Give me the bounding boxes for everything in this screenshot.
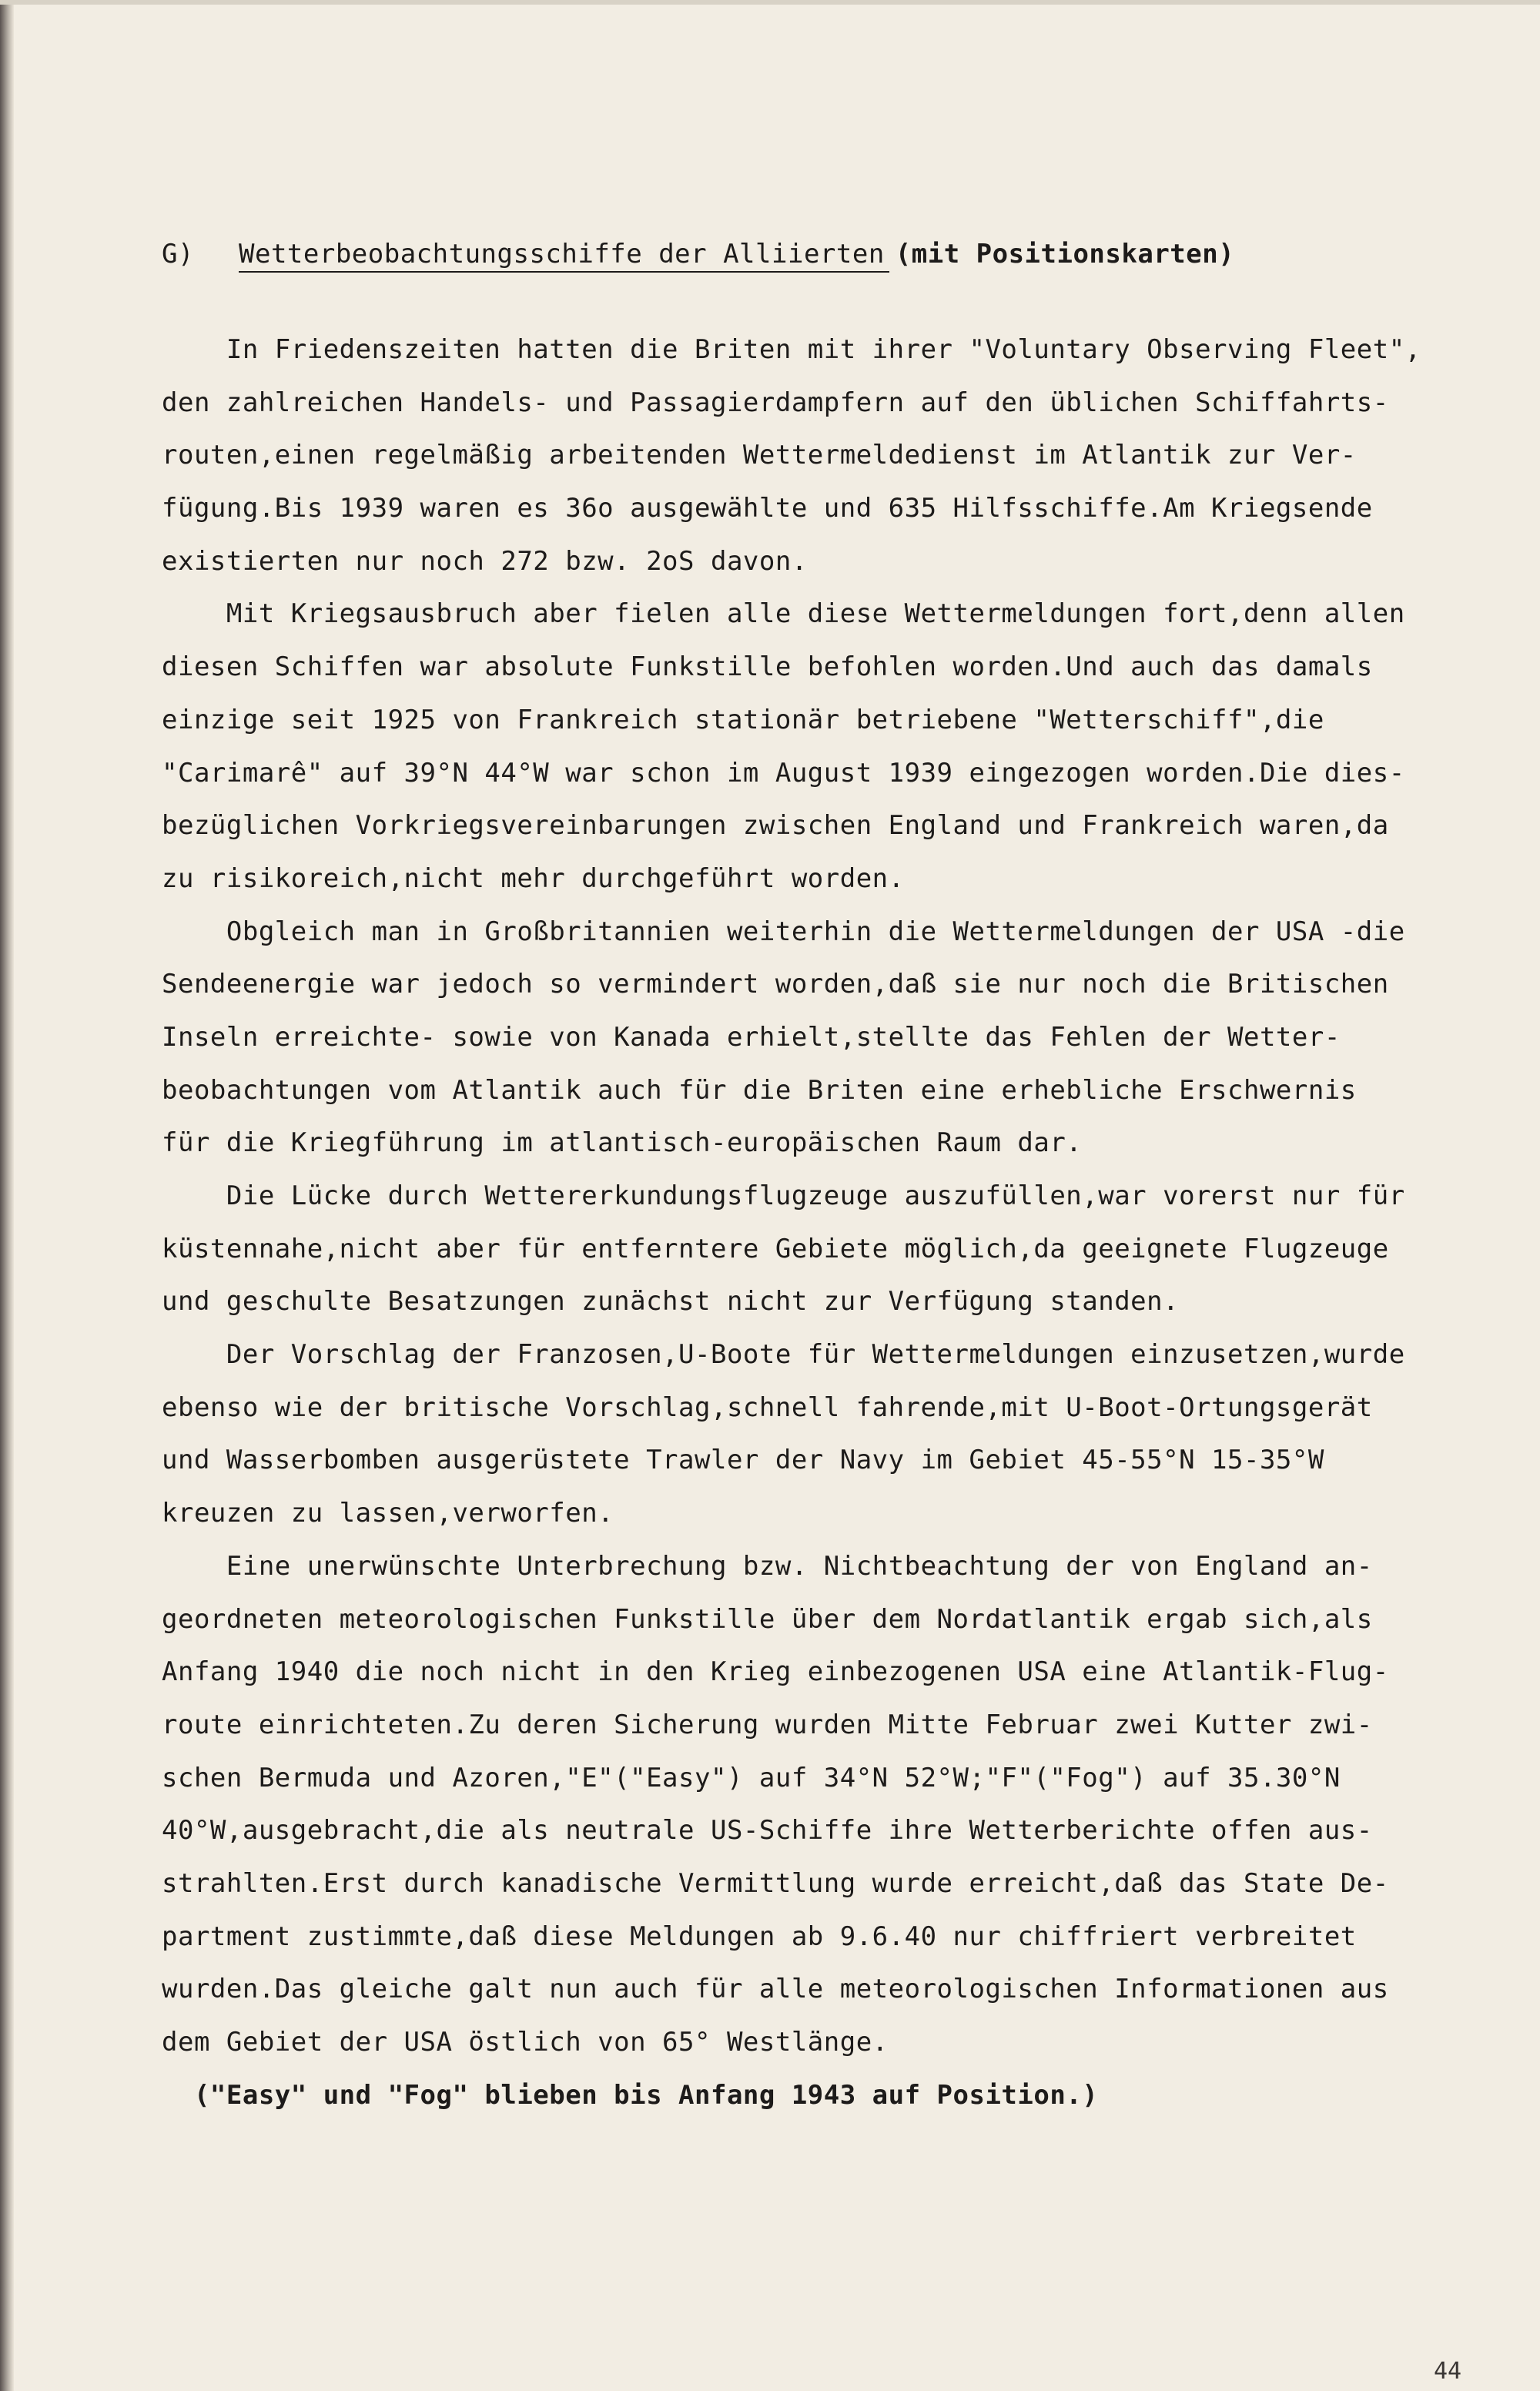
text-line: zu risikoreich,nicht mehr durchgeführt worden. [162,862,905,894]
text-line: ebenso wie der britische Vorschlag,schnell fahrende,mit U-Boot-Ortungsgerät [162,1391,1373,1423]
text-line: Die Lücke durch Wettererkundungsflugzeuge auszufüllen,war vorerst nur für [162,1180,1405,1211]
text-line: den zahlreichen Handels- und Passagierdampfern auf den üblichen Schiffahrts- [162,387,1389,418]
text-line: Obgleich man in Großbritannien weiterhin die Wettermeldungen der USA -die [162,916,1405,947]
text-line: Anfang 1940 die noch nicht in den Krieg einbezogenen USA eine Atlantik-Flug- [162,1656,1389,1688]
text-line: Sendeenergie war jedoch so vermindert worden,daß sie nur noch die Britischen [162,969,1389,1000]
text-line: Mit Kriegsausbruch aber fielen alle diese Wettermeldungen fort,denn allen [162,598,1405,630]
text-line: routen,einen regelmäßig arbeitenden Wettermeldedienst im Atlantik zur Ver- [162,440,1357,471]
text-line: einzige seit 1925 von Frankreich stationär betriebene "Wetterschiff",die [162,704,1324,735]
text-line: beobachtungen vom Atlantik auch für die Briten eine erhebliche Erschwernis [162,1074,1357,1106]
text-line: für die Kriegführung im atlantisch-europäischen Raum dar. [162,1127,1083,1159]
text-line: küstennahe,nicht aber für entferntere Gebiete möglich,da geeignete Flugzeuge [162,1233,1389,1264]
text-line: schen Bermuda und Azoren,"E"("Easy") auf 34°N 52°W;"F"("Fog") auf 35.30°N [162,1762,1341,1793]
section-title-suffix: (mit Positionskarten) [895,239,1235,270]
text-line: partment zustimmte,daß diese Meldungen ab 9.6.40 nur chiffriert verbreitet [162,1921,1357,1952]
text-line: bezüglichen Vorkriegsvereinbarungen zwischen England und Frankreich waren,da [162,810,1389,842]
closing-note: ("Easy" und "Fog" blieben bis Anfang 1943 auf Position.) [162,2079,1099,2111]
text-line: und Wasserbomben ausgerüstete Trawler der Navy im Gebiet 45-55°N 15-35°W [162,1445,1324,1476]
text-line: wurden.Das gleiche galt nun auch für alle meteorologischen Informationen aus [162,1974,1389,2005]
page-top-edge [0,0,1540,5]
text-line: geordneten meteorologischen Funkstille über dem Nordatlantik ergab sich,als [162,1603,1373,1635]
text-line: Der Vorschlag der Franzosen,U-Boote für Wettermeldungen einzusetzen,wurde [162,1339,1405,1371]
text-line: fügung.Bis 1939 waren es 36o ausgewählte und 635 Hilfsschiffe.Am Kriegsende [162,493,1373,524]
section-heading [162,231,1486,323]
text-line: route einrichteten.Zu deren Sicherung wurden Mitte Februar zwei Kutter zwi- [162,1709,1373,1740]
page-number: 44 [1434,2358,1462,2385]
text-line: dem Gebiet der USA östlich von 65° Westlänge. [162,2027,889,2058]
section-title: Wetterbeobachtungsschiffe der Alliierten [239,237,889,273]
typewritten-text [162,231,1486,2121]
text-line: kreuzen zu lassen,verworfen. [162,1498,614,1529]
section-label: G) [162,239,194,270]
text-line: und geschulte Besatzungen zunächst nicht zur Verfügung standen. [162,1286,1180,1318]
text-line: diesen Schiffen war absolute Funkstille befohlen worden.Und auch das damals [162,651,1373,683]
text-line: Inseln erreichte- sowie von Kanada erhielt,stellte das Fehlen der Wetter- [162,1021,1341,1053]
text-line: 40°W,ausgebracht,die als neutrale US-Schiffe ihre Wetterberichte offen aus- [162,1815,1373,1847]
text-line: Eine unerwünschte Unterbrechung bzw. Nichtbeachtung der von England an- [162,1550,1373,1582]
text-line: In Friedenszeiten hatten die Briten mit ihrer "Voluntary Observing Fleet", [162,334,1421,365]
text-line: existierten nur noch 272 bzw. 2oS davon. [162,545,808,577]
text-line: "Carimarê" auf 39°N 44°W war schon im August 1939 eingezogen worden.Die dies- [162,757,1405,789]
binding-edge [0,0,14,2391]
text-line: strahlten.Erst durch kanadische Vermittlung wurde erreicht,daß das State De- [162,1867,1389,1899]
